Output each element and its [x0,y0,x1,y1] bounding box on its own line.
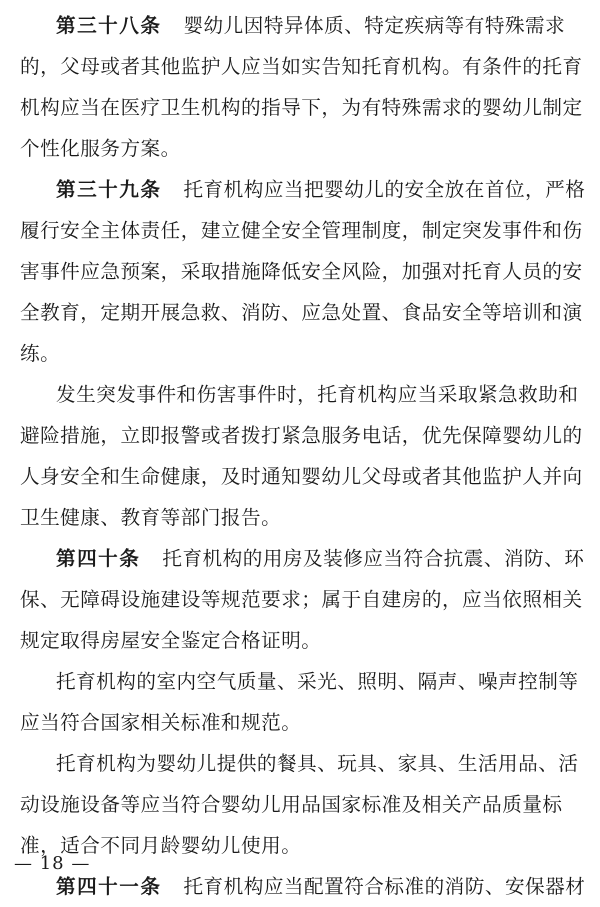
article-40-first-line [0,538,600,579]
article-38-line-4: 个性化服务方案。 [20,137,181,160]
article-38-title: 第三十八条 [56,14,162,37]
article-39-line-3: 害事件应急预案，采取措施降低安全风险，加强对托育人员的安 [20,260,583,283]
article-40-para3-line-1: 托育机构为婴幼儿提供的餐具、玩具、家具、生活用品、活 [56,752,579,775]
article-40-line-3: 规定取得房屋安全鉴定合格证明。 [20,629,322,652]
article-40-para3-line-3: 准，适合不同月龄婴幼儿使用。 [20,834,302,857]
article-39-line-5: 练。 [20,342,61,365]
article-39-line-2: 履行安全主体责任，建立健全安全管理制度，制定突发事件和伤 [20,219,583,242]
article-39-title: 第三十九条 [56,178,162,201]
article-40-para3-line-2: 动设施设备等应当符合婴幼儿用品国家标准及相关产品质量标 [20,793,563,816]
article-40-para2-line-1: 托育机构的室内空气质量、采光、照明、隔声、噪声控制等 [56,670,579,693]
article-39-first-line [0,169,600,210]
article-39-para2-line-3: 人身安全和生命健康，及时通知婴幼儿父母或者其他监护人并向 [20,465,583,488]
article-38-line-2: 的，父母或者其他监护人应当如实告知托育机构。有条件的托育 [20,55,583,78]
body-text [0,5,600,907]
article-40-para2-line-2: 应当符合国家相关标准和规范。 [20,711,302,734]
article-41-line-1: 托育机构应当配置符合标准的消防、安保器材 [183,875,586,898]
article-38-line-1: 婴幼儿因特异体质、特定疾病等有特殊需求 [183,14,566,37]
article-39-para2-line-2: 避险措施，立即报警或者拨打紧急服务电话，优先保障婴幼儿的 [20,424,583,447]
article-39-para2-line-4: 卫生健康、教育等部门报告。 [20,506,282,529]
article-39-para2-line-1: 发生突发事件和伤害事件时，托育机构应当采取紧急救助和 [56,383,579,406]
article-38-first-line [0,5,600,46]
article-41-title: 第四十一条 [56,875,162,898]
page-number: — 18 — [14,853,91,874]
article-38-line-3: 机构应当在医疗卫生机构的指导下，为有特殊需求的婴幼儿制定 [20,96,583,119]
article-39-line-1: 托育机构应当把婴幼儿的安全放在首位，严格 [183,178,586,201]
article-40-line-2: 保、无障碍设施建设等规范要求；属于自建房的，应当依照相关 [20,588,583,611]
article-39-line-4: 全教育，定期开展急救、消防、应急处置、食品安全等培训和演 [20,301,583,324]
article-40-title: 第四十条 [56,547,141,570]
article-40-line-1: 托育机构的用房及装修应当符合抗震、消防、环 [162,547,585,570]
